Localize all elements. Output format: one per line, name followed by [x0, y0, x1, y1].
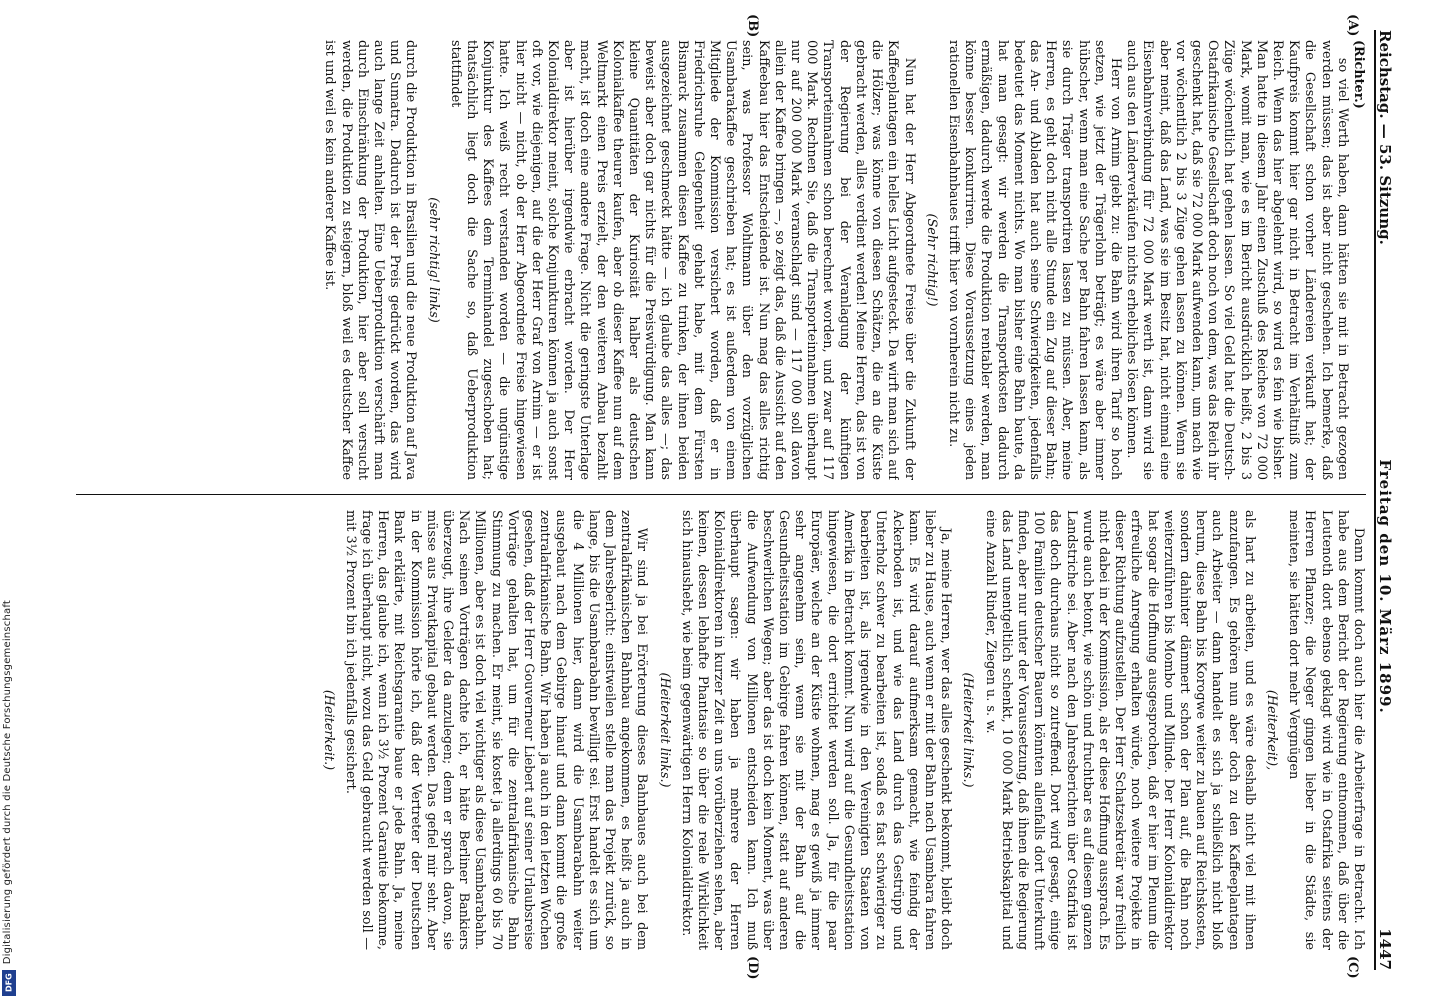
- left-column: [56, 40, 1366, 480]
- right-column: [56, 510, 1366, 950]
- margin-letter-b: (B): [745, 14, 760, 38]
- sidebar: [0, 0, 18, 1000]
- paragraph: Wir sind ja bei Erörterung dieses Bahnbaues auch bei dem zentralafrikanischen Bahnbau angekommen, es heißt ja auch in dem Jahresbericht: einstweilen stelle man das Projekt zurück, so lange, bis die Usambarabahn bewilligt sei. Erst handelt es sich um die 4 Millionen hier, dann wird die Usambarabahn weiter ausgebaut nach dem Gebirge hinauf und dann kommt die große zentralafrikanische Bahn. Wir haben ja auch in den letzten Wochen gesehen, daß der Herr Gouverneur Liebert auf seiner Urlaubsreise Vorträge gehalten hat, um für die zentralafrikanische Bahn Stimmung zu machen. Er meint, sie kostet ja allerdings 60 bis 70 Millionen, aber es ist doch viel wichtiger als diese Usambarabahn. Nach seinen Vorträgen dachte ich, er hätte Berliner Bankiers überzeugt, ihre Gelder da anzulegen; denn er sprach davon, sie müsse aus Privatkapital gebaut werden. Das gefiel mir sehr. Aber in der Kommission hörte ich, daß der Vertreter der Deutschen Bank erklärte, mit Reichsgarantie baue er jede Bahn. Ja, meine Herren, das glaube ich, wenn ich 3½ Prozent Garantie bekomme, frage ich überhaupt nicht, wozu das Geld gebraucht werden soll — mit 3½ Prozent bin ich jedenfalls gesichert.: [342, 510, 650, 950]
- header-left: Reichstag. — 53. Sitzung.: [1376, 30, 1394, 245]
- page-scan: [40, 0, 1434, 1000]
- paragraph: Nun hat der Herr Abgeordnete Freise über die Zukunft der Kaffeeplantagen ein helles Licht aufgesteckt. Da wirft man sich auf die Hölzer; was könne von diesen Schätzen, die an die Küste gebracht werden, alles verdient werden! Meine Herren, das ist von der Regierung bei der Veranlagung der künftigen Transporteinnahmen schon berechnet worden, und zwar auf 117 000 Mark. Rechnen Sie, daß die Transporteinnahmen überhaupt nur auf 200 000 Mark veranschlagt sind — 117 000 soll davon allein der Kaffee bringen —, so zeigt das, daß die Aussicht auf den Kaffeebau hier das Entscheidende ist. Nun mag das alles richtig sein, was Professor Wohltmann über den vorzüglichen Usambarakaffee geschrieben hat; es ist außerdem von einem Mitgliede der Kommission versichert worden, daß er in Friedrichsruhe Gelegenheit gehabt habe, mit dem Fürsten Bismarck zusammen diesen Kaffee zu trinken, der ihnen beiden ausgezeichnet geschmeckt hätte — ich glaube das alles —; das beweist aber doch gar nichts für die Preiswürdigung. Man kann kleine Quantitäten der Kuriosität halber als deutschen Kolonialkaffee theurer kaufen, aber ob dieser Kaffee nun auf dem Weltmarkt einen Preis erzielt, der den weiteren Anbau bezahlt macht, ist doch eine andere Frage. Nicht die geringste Unterlage aber ist hierüber irgendwie erbracht worden. Der Herr Kolonialdirektor meint, solche Konjunkturen können ja auch sonst oft vor, wie diejenigen, auf die der Herr Graf von Arnim — er ist hier nicht — nicht, ob der Herr Abgeordnete Freise hingewiesen hatte. Ich weiß recht verstanden worden — die ungünstige Konjunktur des Kaffees dem Terminhandel zugeschoben hat; thatsächlich liegt doch die Sache so, daß Ueberproduktion stattfindet: [447, 40, 917, 480]
- remark: (Heiterkeit),: [1263, 689, 1279, 771]
- remark: (Heiterkeit links.): [656, 672, 672, 788]
- digitization-credit: Digitalisierung gefördert durch die Deutsche Forschungsgemeinschaft: [2, 599, 13, 964]
- speaker-label: (Richter.): [1351, 40, 1366, 109]
- remark: (Heiterkeit links.): [960, 672, 976, 788]
- remark: (sehr richtig! links): [425, 197, 441, 323]
- margin-letter-d: (D): [745, 956, 760, 980]
- column-divider: [76, 494, 1366, 495]
- paragraph: Ja, meine Herren, wer das alles geschenkt bekommt, bleibt doch lieber zu Hause, auch wenn er mit der Bahn nach Usambara fahren kann. Es wird darauf aufmerksam gemacht, wie feindig der Ackerboden ist, und wie das Land durch das Gestrüpp und Unterholz schwer zu bearbeiten ist, sodaß es fast schwieriger zu bearbeiten ist, als irgendwie in den Vereinigten Staaten von Amerika in Betracht kommt. Nun wird auf die Gesundheitsstation hingewiesen, die dort errichtet werden soll. Ja, für die paar Europäer, welche an der Küste wohnen, mag es gewiß ja immer sehr angenehm sein, wenn sie mit der Bahn auf die Gesundheitsstation im Gebirge fahren können, statt auf anderen beschwerlichen Wegen; aber das ist doch kein Moment, was über die Aufwendung von Millionen entscheiden kann. Ich muß überhaupt sagen: wir haben ja mehrere der Herren Kolonialdirektoren in kurzer Zeit an uns vorüberziehen sehen, aber keinen, dessen lebhafte Phantasie so über die reale Wirklichkeit sich hinaushebt, wie beim gegenwärtigen Herrn Kolonialdirektor.: [678, 510, 954, 950]
- paragraph: durch die Produktion in Brasilien und die neue Produktion auf Java und Sumatra. Dadurch ist der Preis gedrückt worden, das wird auch lange Zeit anhalten. Eine Ueberproduktion verschärft man durch Einschränkung der Produktion, hier aber soll versucht werden, die Produktion zu steigern, bloß weil es deutscher Kaffee ist und weil es kein anderer Kaffee ist.: [322, 40, 419, 480]
- remark: (Sehr richtig!): [923, 213, 939, 307]
- margin-letter-c: (C): [1345, 956, 1360, 979]
- paragraph: Herr von Arnim giebt zu: die Bahn wird ihren Tarif so hoch setzen, wie jetzt der Trägerlohn beträgt; es wäre aber immer hübscher, wenn man eine Sache per Bahn fahren lassen kann, als sie durch Träger transportiren lassen zu müssen. Aber, meine Herren, es geht doch nicht alle Stunde ein Zug auf dieser Bahn; das An- und Abladen hat auch seine Schwierigkeiten, jedenfalls bedeutet das Moment nichts. Wo man bisher eine Bahn baute, da hat man gesagt: wir werden die Transportkosten dadurch ermäßigen, dadurch werde die Produktion rentabler werden, man könne besser konkurriren. Diese Voraussetzung eines jeden rationellen Eisenbahnbaues trifft hier von vornherein nicht zu.: [945, 40, 1123, 480]
- remark: (Heiterkeit.): [320, 689, 336, 771]
- paragraph: als hart zu arbeiten, und es wäre deshalb nicht viel mit ihnen anzufangen. Es gehören nun aber doch zu den Kaffeeplantagen auch Arbeiter — dann handelt es sich ja schließlich nicht bloß herum, diese Bahn bis Korogwe weiter zu bauen auf Reichskosten, sondern dahinter dämmert schon der Plan auf, die Bahn noch weiterzuführen bis Mombo und Mlinde. Der Herr Kolonialdirektor hat sogar die Hoffnung ausgesprochen, daß er hier im Plenum die erfreuliche Anregung erhalten würde, noch weitere Projekte in dieser Richtung aufzustellen. Der Herr Schatzsekretär war freilich nicht dabei in der Kommission, als er diese Hoffnung aussprach. Es wurde auch betont, wie schön und fruchtbar es auf diesem ganzen Landstriche sei. Aber nach den Jahresberichten über Ostafrika ist das doch durchaus nicht so zutreffend. Dort wird gesagt, einige 100 Familien deutscher Bauern könnten allenfalls dort Unterkunft finden, aber nur unter der Voraussetzung, daß ihnen die Regierung das Land unentgeltlich schenkt, 10 000 Mark Betriebskapital und eine Anzahl Rinder, Ziegen u. s. w.: [982, 510, 1257, 950]
- newspaper-page: [40, 10, 1400, 990]
- margin-letter-a: (A): [1345, 14, 1360, 37]
- dfg-logo: DFG: [2, 970, 16, 996]
- paragraph: so viel Werth haben, dann hätten sie mit in Betracht gezogen werden müssen; das ist aber nicht geschehen. Ich bemerke, daß die Gesellschaft schon vorher Ländereien verkauft hat; der Kaufpreis kommt hier gar nicht in Betracht im Verhältniß zum Reich. Wenn das hier abgelehnt wird, so wird es fein wie bisher. Man hatte in diesem Jahr einen Zuschuß des Reiches von 72 000 Mark, womit man, wie es im Bericht ausdrücklich heißt, 2 bis 3 Züge wöchentlich hat gehen lassen. So viel Geld hat die Deutsch-Ostafrikanische Gesellschaft doch noch von dem, was das Reich ihr geschenkt hat, daß sie 72 000 Mark aufwenden kann, um nach wie vor wöchentlich 2 bis 3 Züge gehen lassen zu können. Wenn sie aber meint, daß das Land, was sie im Besitz hat, nicht einmal eine Eisenbahnverbindung für 72 000 Mark werth ist, dann wird sie auch aus den Länderverkäufen nichts erhebliches lösen können.: [1124, 40, 1350, 480]
- paragraph: Dann kommt doch auch hier die Arbeiterfrage in Betracht. Ich habe aus dem Bericht der Regierung entnommen, daß über die Leutenoth dort ebenso geklagt wird wie in Ostafrika seitens der Herren Pflanzer; die Neger gingen lieber in die Städte, sie meinten, sie hätten dort mehr Vergnügen: [1286, 510, 1366, 950]
- page-header: [1374, 30, 1400, 970]
- page-number: 1447: [1376, 928, 1394, 970]
- header-date: Freitag den 10. März 1899.: [1376, 459, 1394, 714]
